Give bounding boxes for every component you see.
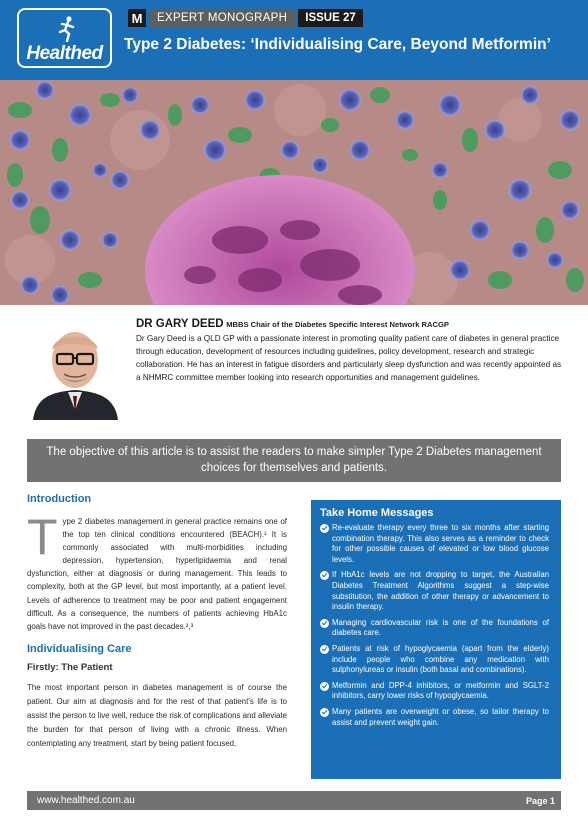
patient-subheading: Firstly: The Patient — [27, 661, 113, 673]
page-number: Page 1 — [525, 795, 555, 806]
take-home-item: If HbA1c levels are not dropping to target, the Australian Diabetes Treatment Algorithms suggest a step-wise substitution, the addition of other therapy or advancement to insulin therapy. — [320, 570, 549, 612]
check-circle-icon — [320, 682, 329, 691]
introduction-paragraph — [27, 509, 287, 633]
main-column — [27, 493, 287, 751]
issue-label: ISSUE 27 — [298, 9, 363, 27]
take-home-item: Patients at risk of hypoglycaemia (apart from the elderly) include people who combine any medication with sulphonylureas or insulin (both basal and combinations). — [320, 644, 549, 676]
take-home-item: Re-evaluate therapy every three to six months after starting combination therapy. This also serves as a reminder to check for other possible causes of elevated or low blood glucose levels. — [320, 523, 549, 565]
author-photo — [28, 318, 123, 420]
series-label: EXPERT MONOGRAPH — [149, 9, 295, 27]
hero-micrograph-image — [0, 80, 588, 305]
take-home-list — [320, 523, 549, 728]
check-circle-icon — [320, 645, 329, 654]
author-name: DR GARY DEED — [136, 318, 224, 330]
author-info — [136, 318, 566, 384]
check-circle-icon — [320, 708, 329, 717]
take-home-item: Many patients are overweight or obese, so tailor therapy to assist and prevent weight gain. — [320, 707, 549, 728]
take-home-item: Managing cardiovascular risk is one of the foundations of diabetes care. — [320, 618, 549, 639]
monograph-tagline — [128, 9, 363, 27]
take-home-title: Take Home Messages — [320, 507, 434, 519]
objective-banner: The objective of this article is to assist the readers to make simpler Type 2 Diabetes management choices for themselves and patients. — [27, 439, 561, 482]
running-figure-icon — [57, 16, 77, 42]
check-circle-icon — [320, 619, 329, 628]
header-bar — [0, 0, 588, 80]
check-circle-icon — [320, 571, 329, 580]
website-link[interactable]: www.healthed.com.au — [37, 795, 135, 806]
patient-paragraph: The most important person in diabetes management is of course the patient. Our aim at diagnosis and for the rest of that patient’s life is to assist the person to live well, reduce the risk of complications and alleviate the burden for that person of living with a chronic illness. When contemplating any treatment, start by being patient focused, — [27, 682, 287, 748]
take-home-item: Metformin and DPP-4 inhibitors, or metformin and SGLT-2 inhibitors, carry lower risks of hypoglycaemia. — [320, 681, 549, 702]
logo-wordmark: Healthed — [26, 43, 103, 64]
author-bio: Dr Gary Deed is a QLD GP with a passionate interest in promoting quality patient care of diabetes in general practice through education, development of resources including guidelines, policy development, research and strategic collaboration. He has an interest in fatigue disorders and particularly sleep dysfunction and was recently appointed as a NHMRC committee member looking into research opportunities and management guidelines. — [136, 334, 562, 382]
author-heading — [136, 318, 566, 331]
introduction-text: ype 2 diabetes management in general practice remains one of the top ten clinical conditions encountered (BEACH).¹ It is commonly associated with multi-morbidities including depression, hypertension, hyperlipidaemia and renal dysfunction, either at diagnosis or during management. This leads to complexity, both at the GP level, but most importantly, at a patient level. Levels of adherence to treatment may be poor and patient engagement difficult. As a consequence, the numbers of patients achieving HbA1c goals have not improved in the past decades.²,³ — [27, 517, 287, 631]
healthed-logo[interactable] — [17, 8, 112, 68]
monograph-badge: M — [128, 9, 146, 27]
author-credentials: MBBS Chair of the Diabetes Specific Interest Network RACGP — [226, 320, 449, 329]
take-home-messages-box — [311, 500, 561, 779]
check-circle-icon — [320, 524, 329, 533]
footer-bar — [27, 791, 561, 810]
individualising-care-heading: Individualising Care — [27, 642, 132, 655]
introduction-heading: Introduction — [27, 493, 92, 505]
drop-cap: T — [27, 509, 58, 565]
document-title: Type 2 Diabetes: ‘Individualising Care, Beyond Metformin’ — [124, 36, 551, 53]
